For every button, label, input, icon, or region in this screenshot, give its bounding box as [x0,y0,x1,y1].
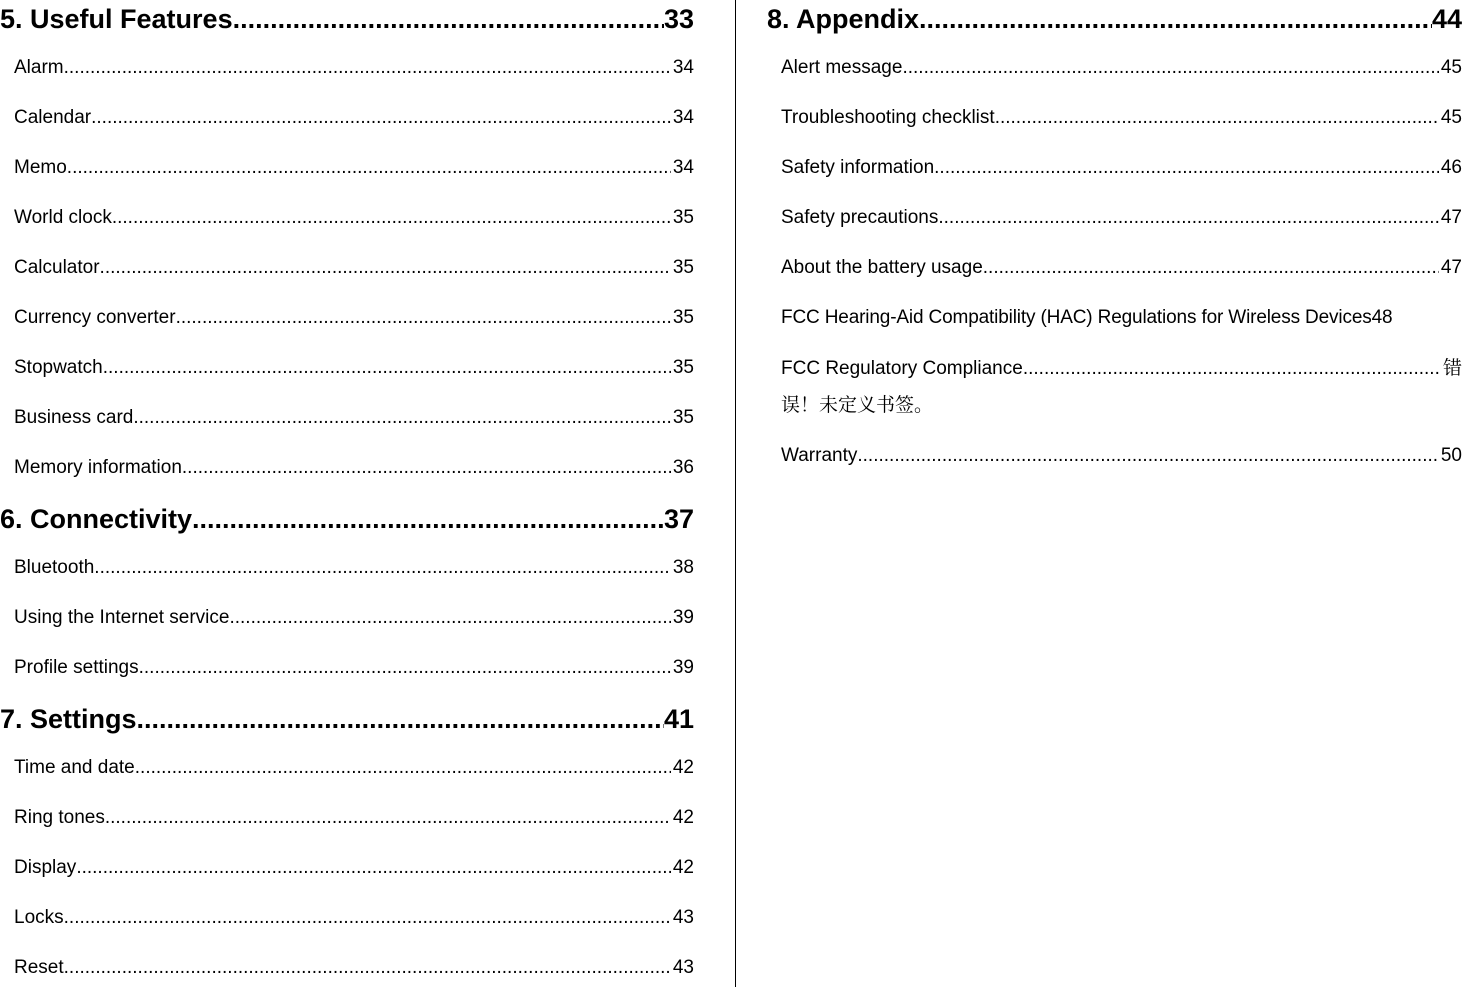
toc-entry-fcc-regulatory[interactable] [781,356,1462,418]
dot-leader [64,956,671,980]
dot-leader [103,356,671,380]
heading-title: 6. Connectivity [0,504,193,534]
toc-entry-alarm[interactable] [14,56,694,80]
entry-page-number: 43 [672,957,694,978]
entry-title: About the battery usage [781,257,983,278]
entry-page-number: 39 [672,657,694,678]
toc-heading-useful-features[interactable] [0,2,694,36]
heading-page-number: 33 [663,4,694,34]
toc-entry-internet-service[interactable] [14,606,694,630]
dot-leader [135,756,671,780]
dot-leader [94,556,671,580]
entry-title: Alarm [14,57,64,78]
entry-title: World clock [14,207,112,228]
entry-title: Safety precautions [781,207,939,228]
dot-leader [857,444,1438,468]
toc-entry-memo[interactable] [14,156,694,180]
toc-entry-reset[interactable] [14,956,694,980]
entry-title: Warranty [781,445,858,466]
dot-leader [137,702,664,736]
entry-title: FCC Hearing-Aid Compatibility (HAC) Regulations for Wireless Devices [781,307,1372,328]
entry-title: Calendar [14,107,92,128]
toc-entry-display[interactable] [14,856,694,880]
entry-page-number: 47 [1440,257,1462,278]
entry-page-number: 48 [1371,307,1393,328]
entry-title: Memo [14,157,67,178]
dot-leader [91,106,671,130]
dot-leader [995,106,1439,130]
entry-page-number: 39 [672,607,694,628]
toc-entry-profile-settings[interactable] [14,656,694,680]
entry-page-number: 42 [672,857,694,878]
entry-title: Profile settings [14,657,139,678]
dot-leader [229,606,670,630]
dot-leader [938,206,1438,230]
toc-entry-calendar[interactable] [14,106,694,130]
heading-title: 7. Settings [0,704,137,734]
heading-page-number: 37 [663,504,694,534]
toc-entry-currency-converter[interactable] [14,306,694,330]
entry-title: Business card [14,407,134,428]
dot-leader [902,56,1438,80]
heading-title: 5. Useful Features [0,4,233,34]
dot-leader [67,156,671,180]
entry-page-number: 47 [1440,207,1462,228]
dot-leader [233,2,664,36]
entry-page-number: 38 [672,557,694,578]
entry-page-number: 45 [1440,107,1462,128]
entry-title: Memory information [14,457,182,478]
toc-entry-stopwatch[interactable] [14,356,694,380]
heading-page-number: 41 [663,704,694,734]
column-divider [735,0,736,987]
toc-entry-fcc-hac[interactable] [781,306,1462,330]
toc-entry-calculator[interactable] [14,256,694,280]
toc-heading-appendix[interactable] [767,2,1462,36]
heading-title: 8. Appendix [767,4,920,34]
dot-leader [76,856,671,880]
toc-entry-safety-precautions[interactable] [781,206,1462,230]
entry-title: Time and date [14,757,135,778]
dot-leader [919,2,1432,36]
entry-title: Troubleshooting checklist [781,107,995,128]
dot-leader [192,502,664,536]
entry-title: Locks [14,907,64,928]
entry-page-number: 50 [1440,445,1462,466]
entry-title: Using the Internet service [14,607,230,628]
heading-page-number: 44 [1431,4,1462,34]
entry-title: Calculator [14,257,100,278]
entry-page-number: 34 [672,57,694,78]
entry-page-number: 34 [672,107,694,128]
dot-leader [64,56,671,80]
toc-entry-safety-information[interactable] [781,156,1462,180]
entry-title: Stopwatch [14,357,103,378]
toc-entry-battery-usage[interactable] [781,256,1462,280]
entry-title: Safety information [781,157,935,178]
dot-leader [139,656,671,680]
dot-leader [983,256,1439,280]
dot-leader [182,456,671,480]
entry-title: Reset [14,957,64,978]
toc-heading-connectivity[interactable] [0,502,694,536]
entry-page-number: 36 [672,457,694,478]
dot-leader [105,806,671,830]
entry-title: Alert message [781,57,903,78]
toc-entry-locks[interactable] [14,906,694,930]
entry-page-number: 35 [672,357,694,378]
toc-entry-warranty[interactable] [781,444,1462,468]
bookmark-error-text: 误！未定义书签。 [781,394,934,416]
dot-leader [112,206,671,230]
toc-entry-bluetooth[interactable] [14,556,694,580]
entry-page-number: 35 [672,257,694,278]
entry-title: Ring tones [14,807,105,828]
entry-page-number: 35 [672,307,694,328]
dot-leader [1023,357,1439,381]
dot-leader [133,406,671,430]
entry-page-number: 错 [1442,357,1462,379]
toc-entry-world-clock[interactable] [14,206,694,230]
entry-title: FCC Regulatory Compliance [781,358,1023,379]
entry-page-number: 34 [672,157,694,178]
entry-title: Bluetooth [14,557,95,578]
toc-entry-ring-tones[interactable] [14,806,694,830]
entry-title: Display [14,857,77,878]
toc-heading-settings[interactable] [0,702,694,736]
entry-page-number: 42 [672,757,694,778]
toc-entry-memory-information[interactable] [14,456,694,480]
toc-entry-troubleshooting-checklist[interactable] [781,106,1462,130]
entry-page-number: 45 [1440,57,1462,78]
dot-leader [934,156,1439,180]
toc-entry-time-and-date[interactable] [14,756,694,780]
toc-entry-business-card[interactable] [14,406,694,430]
dot-leader [176,306,671,330]
entry-page-number: 42 [672,807,694,828]
toc-entry-alert-message[interactable] [781,56,1462,80]
entry-title: Currency converter [14,307,176,328]
entry-page-number: 35 [672,407,694,428]
entry-page-number: 46 [1440,157,1462,178]
entry-page-number: 35 [672,207,694,228]
entry-page-number: 43 [672,907,694,928]
dot-leader [64,906,671,930]
dot-leader [100,256,671,280]
